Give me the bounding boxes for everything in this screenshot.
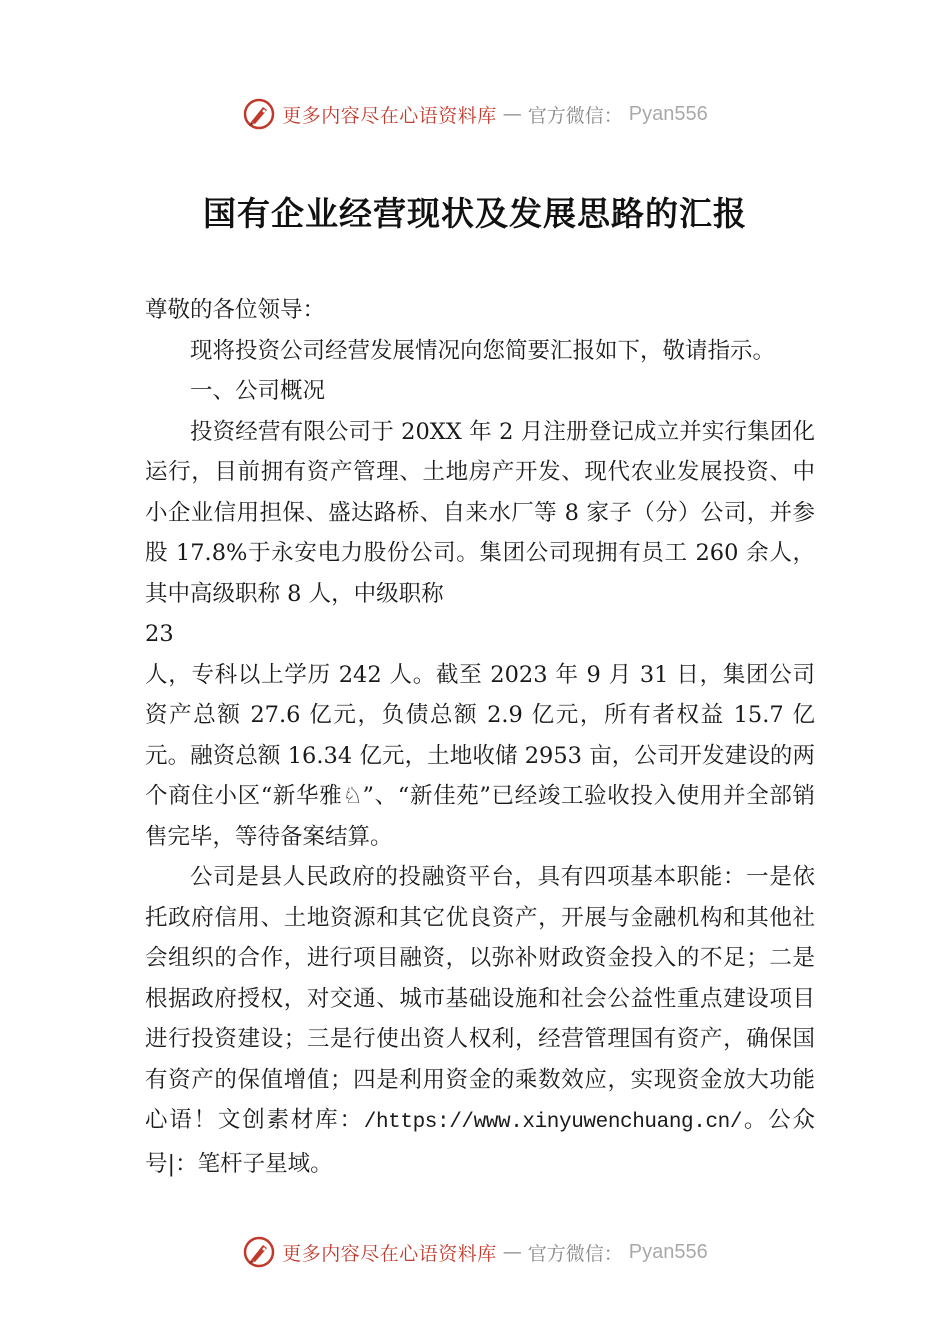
- document-body: [145, 290, 815, 1184]
- footer-watermark-banner: [0, 1232, 950, 1272]
- banner-wechat-id: Pyan556: [628, 102, 708, 125]
- banner-wechat-id: Pyan556: [628, 1240, 708, 1263]
- overview-paragraph-part1: 投资经营有限公司于 20XX 年 2 月注册登记成立并实行集团化运行，目前拥有资产管理、土地房产开发、现代农业发展投资、中小企业信用担保、盛达路桥、自来水厂等 8 家子（分）公司，并参股 17.8%于永安电力股份公司。集团公司现拥有员工 260 余人，其中高级职称 8 人，中级职称: [145, 418, 815, 607]
- overview-paragraph-part2: 23: [145, 621, 174, 647]
- website-url: /https://www.xinyuwenchuang.cn/: [363, 1111, 743, 1134]
- header-watermark-banner: [0, 94, 950, 134]
- banner-text: 更多内容尽在心语资料库: [282, 104, 497, 127]
- banner-wechat-label: 官方微信：: [527, 104, 623, 127]
- functions-paragraph-tail: 。公众号|：笔杆子星域。: [145, 1107, 815, 1177]
- pen-nib-logo-icon: [242, 1235, 276, 1269]
- greeting: 尊敬的各位领导：: [145, 297, 326, 323]
- banner-wechat-label: 官方微信：: [527, 1242, 623, 1265]
- overview-paragraph-part3: 人，专科以上学历 242 人。截至 2023 年 9 月 31 日，集团公司资产总额 27.6 亿元，负债总额 2.9 亿元，所有者权益 15.7 亿元。融资总额 16.34 亿元，土地收储 2953 亩，公司开发建设的两个商住小区“新华雅♘”、“新佳苑”已经竣工验收投入使用并全部销售完毕，等待备案结算。: [145, 661, 815, 850]
- functions-paragraph-text: 公司是县人民政府的投融资平台，具有四项基本职能：一是依托政府信用、土地资源和其它优良资产，开展与金融机构和其他社会组织的合作，进行项目融资，以弥补财政资金投入的不足；二是根据政府授权，对交通、城市基础设施和社会公益性重点建设项目进行投资建设；三是行使出资人权利，经营管理国有资产，确保国有资产的保值增值；四是利用资金的乘数效应，实现资金放大功能心语！文创素材库：: [145, 864, 815, 1133]
- pen-nib-logo-icon: [242, 97, 276, 131]
- section-heading-1: 一、公司概况: [190, 378, 326, 404]
- intro-paragraph: 现将投资公司经营发展情况向您简要汇报如下，敬请指示。: [190, 337, 776, 364]
- banner-separator: —: [502, 1241, 522, 1263]
- functions-paragraph: [145, 857, 815, 1184]
- document-title: 国有企业经营现状及发展思路的汇报: [203, 194, 747, 233]
- banner-text: 更多内容尽在心语资料库: [282, 1242, 497, 1265]
- banner-separator: —: [502, 103, 522, 125]
